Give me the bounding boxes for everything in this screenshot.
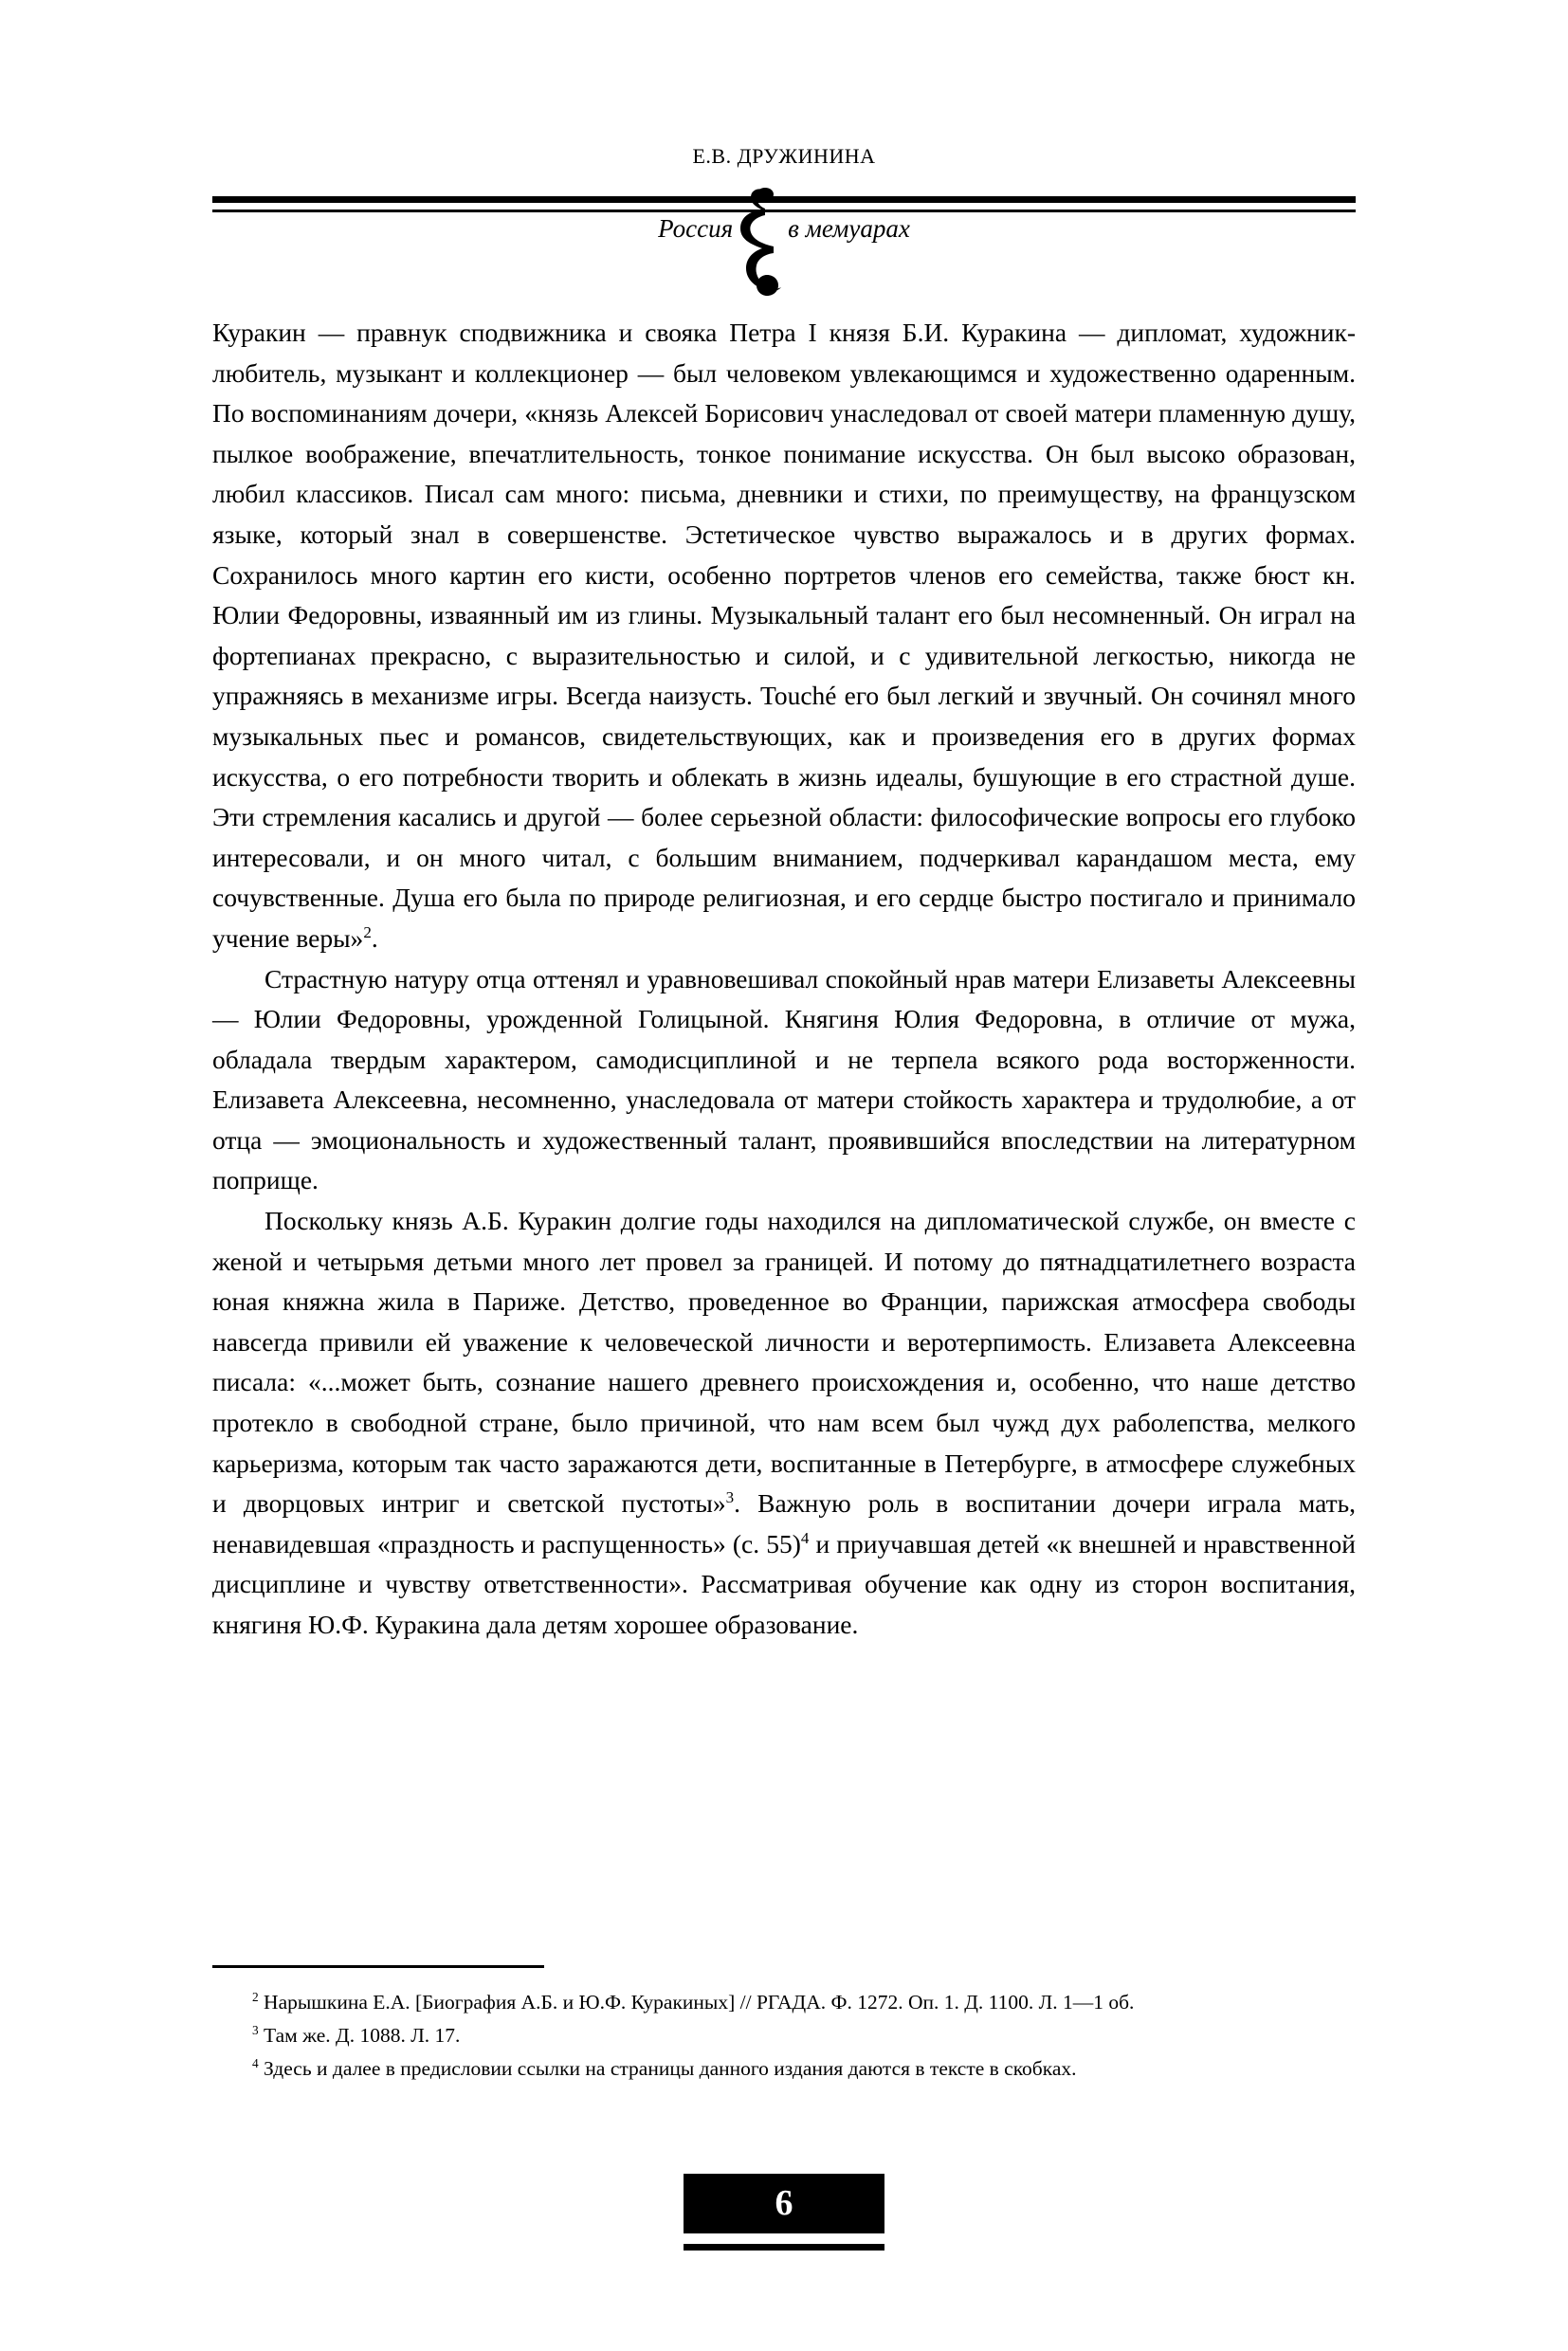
page-folio (0, 2174, 1568, 2251)
paragraph-3-part1: Поскольку князь А.Б. Куракин долгие годы находился на дипломатической службе, он вместе с женой и четырьмя детьми много лет провел за границей. И потому до пятнадцатилетнего возраста юная княжна жила в Париже. Детство, проведенное во Франции, парижская атмосфера свободы навсегда привили ей уважение к человеческой личности и веротерпимость. Елизавета Алексеевна писала: «...может быть, сознание нашего древнего происхождения и, особенно, что наше детство протекло в свободной стране, было причиной, что нам всем был чужд дух раболепства, мелкого карьеризма, которым так часто заражаются дети, воспитанные в Петербурге, в атмосфере служебных и дворцовых интриг и светской пустоты» (212, 1206, 1356, 1519)
footnote-item-4 (212, 2053, 1356, 2085)
paragraph-3 (212, 1201, 1356, 1646)
footnote-ref-4[interactable]: 4 (800, 1528, 810, 1547)
series-label-right: в мемуарах (788, 214, 910, 243)
footnote-separator-rule (212, 1965, 544, 1968)
footnote-text-3: Там же. Д. 1088. Л. 17. (258, 2024, 461, 2047)
folio-rule (684, 2244, 884, 2251)
paragraph-1-tail: . (371, 922, 378, 953)
paragraph-1-text: Куракин — правнук сподвижника и свояка Петра I князя Б.И. Куракина — дипломат, художник-любитель, музыкант и коллекционер — был человеком увлекающимся и художественно одаренным. По воспоминаниям дочери, «князь Алексей Борисович унаследовал от своей матери пламенную душу, пылкое воображение, впечатлительность, тонкое понимание искусства. Он был высоко образован, любил классиков. Писал сам много: письма, дневники и стихи, по преимуществу, на французском языке, который знал в совершенстве. Эстетическое чувство выражалось и в других формах. Сохранилось много картин его кисти, особенно портретов членов его семейства, также бюст кн. Юлии Федоровны, изваянный им из глины. Музыкальный талант его был несомненный. Он играл на фортепианах прекрасно, с выразительностью и силой, и с удивительной легкостью, никогда не упражняясь в механизме игры. Всегда наизусть. Touché его был легкий и звучный. Он сочинял много музыкальных пьес и романсов, свидетельствующих, как и произведения его в других формах искусства, о его потребности творить и облекать в жизнь идеалы, бушующие в его страстной душе. Эти стремления касались и другой — более серьезной области: философические вопросы его глубоко интересовали, и он много читал, с большим вниманием, подчеркивал карандашом места, ему сочувственные. Душа его была по природе религиозная, и его сердце быстро постигало и принимало учение веры» (212, 318, 1356, 953)
page-number: 6 (684, 2174, 884, 2233)
running-head (0, 144, 1568, 169)
footnote-text-4: Здесь и далее в предисловии ссылки на страницы данного издания даются в тексте в скобках. (258, 2057, 1077, 2080)
running-head-author: Е.В. ДРУЖИНИНА (692, 144, 876, 168)
footnote-marker-2: 2 (252, 1989, 259, 2004)
paragraph-3-part3: и приучавшая детей «к внешней и нравственной дисциплине и чувству ответственности». Рассматривая обучение как одну из сторон воспитания, княгиня Ю.Ф. Куракина дала детям хорошее образование. (212, 1528, 1356, 1639)
footnote-marker-3: 3 (252, 2022, 259, 2037)
swash-svg (731, 186, 790, 298)
footnote-ref-2[interactable]: 2 (363, 922, 372, 941)
series-emblem (0, 216, 1568, 282)
footnote-ref-3[interactable]: 3 (725, 1488, 735, 1507)
footnote-marker-4: 4 (252, 2055, 259, 2070)
paragraph-1 (212, 313, 1356, 959)
footnote-item-3 (212, 2020, 1356, 2051)
paragraph-3-part2: . Важную роль в воспитании дочери играла мать, ненавидевшая «праздность и распущенность» (с. 55) (212, 1488, 1356, 1558)
footnote-item-2 (212, 1987, 1356, 2018)
series-label-left: Россия (658, 214, 734, 243)
footnote-text-2: Нарышкина Е.А. [Биография А.Б. и Ю.Ф. Куракиных] // РГАДА. Ф. 1272. Оп. 1. Д. 1100. Л. 1—1 об. (258, 1991, 1135, 2014)
paragraph-2 (212, 959, 1356, 1202)
paragraph-2-text: Страстную натуру отца оттенял и уравновешивал спокойный нрав матери Елизаветы Алексеевны — Юлии Федоровны, урожденной Голицыной. Княгиня Юлия Федоровна, в отличие от мужа, обладала твердым характером, самодисциплиной и не терпела всякого рода восторженности. Елизавета Алексеевна, несомненно, унаследовала от матери стойкость характера и трудолюбие, а от отца — эмоциональность и художественный талант, проявившийся впоследствии на литературном поприще. (212, 963, 1356, 1195)
footnotes-block (212, 1965, 1356, 2087)
body-text-column (212, 313, 1356, 1646)
